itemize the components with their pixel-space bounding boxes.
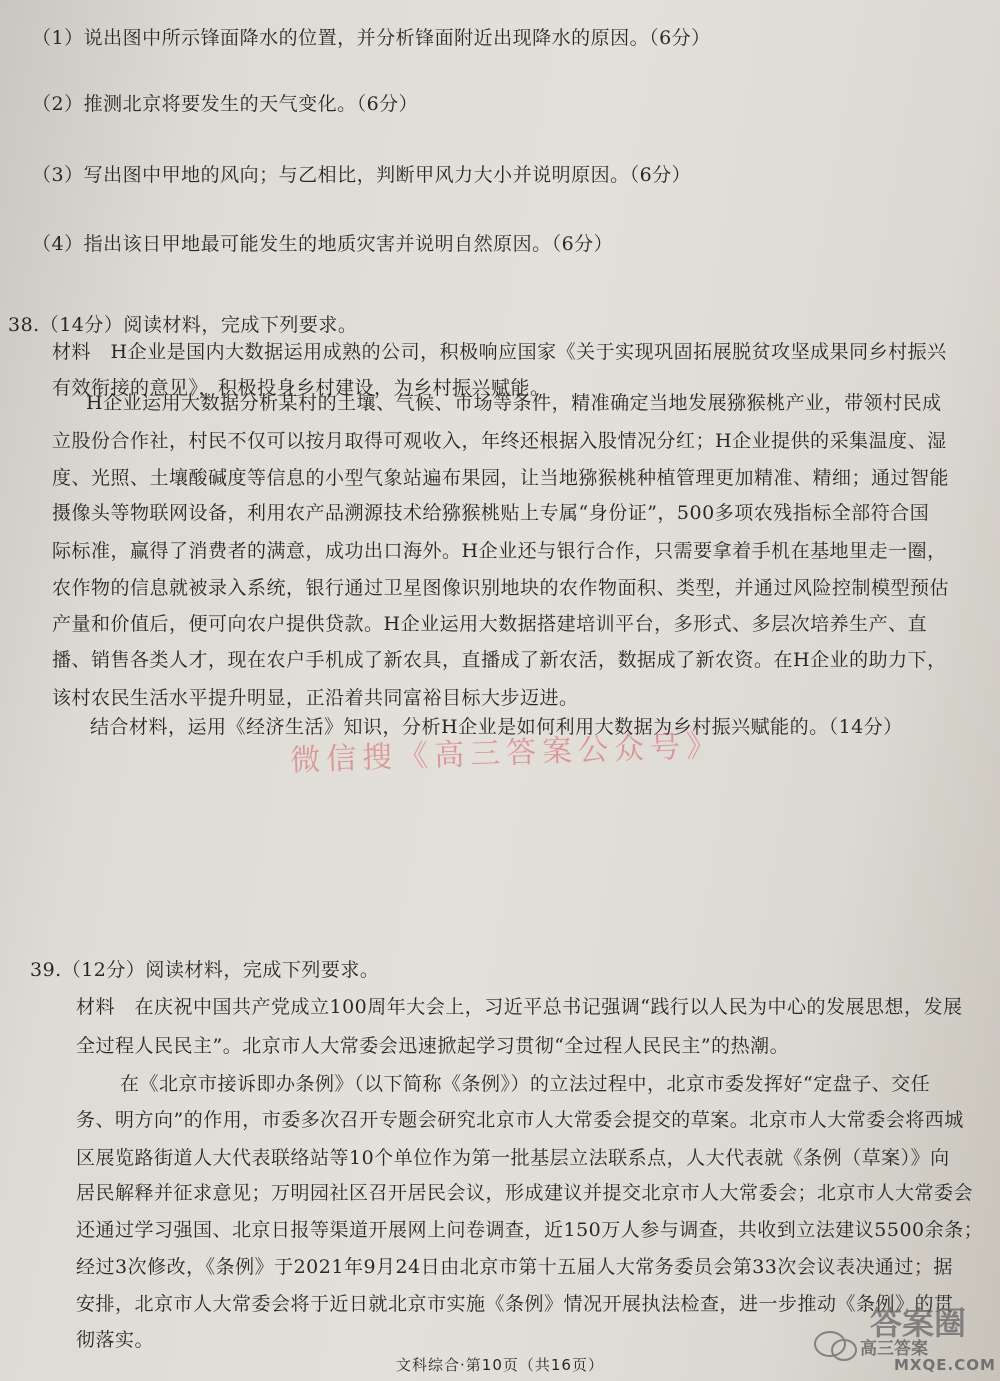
page-footer: 文科综合·第10页（共16页）: [396, 1356, 604, 1374]
q38-line: H企业运用大数据分析某村的土壤、气候、市场等条件，精准确定当地发展猕猴桃产业，带领村民成: [86, 392, 942, 414]
logo-main: 答案圈: [870, 1304, 967, 1342]
site-logo: [810, 1298, 996, 1378]
q38-line: 际标准，赢得了消费者的满意，成功出口海外。H企业还与银行合作，只需要拿着手机在基地里走一圈，: [52, 540, 947, 562]
q39-line: 彻落实。: [76, 1329, 155, 1351]
q38-line: 产量和价值后，便可向农户提供贷款。H企业运用大数据搭建培训平台，多形式、多层次培养生产、直: [52, 613, 928, 635]
subquestion-1: （1）说出图中所示锋面降水的位置，并分析锋面附近出现降水的原因。（6分）: [32, 27, 711, 49]
logo-url: MXQE.COM: [894, 1356, 996, 1374]
q39-line: 安排，北京市人大常委会将于近日就北京市实施《条例》情况开展执法检查，进一步推动《条例》的贯: [76, 1293, 954, 1315]
q39-line: 还通过学习强国、北京日报等渠道开展网上问卷调查，近150万人参与调查，共收到立法建议5500余条；: [76, 1219, 984, 1241]
q38-header: 38.（14分）阅读材料，完成下列要求。: [8, 314, 358, 336]
q38-line: 材料 H企业是国内大数据运用成熟的公司，积极响应国家《关于实现巩固拓展脱贫攻坚成果同乡村振兴: [52, 341, 947, 363]
watermark: 微信搜《高三答案公众号》: [289, 728, 723, 779]
q38-task: 结合材料，运用《经济生活》知识，分析H企业是如何利用大数据为乡村振兴赋能的。（14分）: [90, 716, 903, 738]
subquestion-2: （2）推测北京将要发生的天气变化。（6分）: [32, 93, 419, 115]
q39-line: 全过程人民民主”。北京市人大常委会迅速掀起学习贯彻“全过程人民民主”的热潮。: [76, 1035, 790, 1057]
q38-line: 摄像头等物联网设备，利用农产品溯源技术给猕猴桃贴上专属“身份证”，500多项农残指标全部符合国: [52, 502, 930, 524]
q39-header: 39.（12分）阅读材料，完成下列要求。: [30, 959, 380, 981]
q38-line: 农作物的信息就被录入系统，银行通过卫星图像识别地块的农作物面积、类型，并通过风险控制模型预估: [52, 577, 950, 599]
q38-line: 有效衔接的意见》，积极投身乡村建设，为乡村振兴赋能。: [52, 377, 550, 399]
q39-line: 务、明方向”的作用，市委多次召开专题会研究北京市人大常委会提交的草案。北京市人大常委会将西城: [76, 1109, 964, 1131]
subquestion-4: （4）指出该日甲地最可能发生的地质灾害并说明自然原因。（6分）: [32, 233, 614, 255]
q39-line: 在《北京市接诉即办条例》（以下简称《条例》）的立法过程中，北京市委发挥好“定盘子、交任: [120, 1073, 931, 1095]
q38-line: 该村农民生活水平提升明显，正沿着共同富裕目标大步迈进。: [52, 687, 579, 709]
q38-line: 立股份合作社，村民不仅可以按月取得可观收入，年终还根据入股情况分红；H企业提供的采集温度、湿: [52, 430, 947, 452]
q39-line: 材料 在庆祝中国共产党成立100周年大会上，习近平总书记强调“践行以人民为中心的发展思想，发展: [76, 996, 963, 1018]
q38-line: 度、光照、土壤酸碱度等信息的小型气象站遍布果园，让当地猕猴桃种植管理更加精准、精细；通过智能: [52, 467, 950, 489]
q38-line: 播、销售各类人才，现在农户手机成了新农具，直播成了新农活，数据成了新农资。在H企业的助力下，: [52, 649, 947, 671]
subquestion-3: （3）写出图中甲地的风向；与乙相比，判断甲风力大小并说明原因。（6分）: [32, 164, 692, 186]
q39-line: 居民解释并征求意见；万明园社区召开居民会议，形成建议并提交北京市人大常委会；北京市人大常委会: [76, 1182, 974, 1204]
logo-sub: 高三答案: [860, 1339, 928, 1359]
wechat-icon: [812, 1326, 862, 1366]
q39-line: 经过3次修改，《条例》于2021年9月24日由北京市第十五届人大常务委员会第33次会议表决通过；据: [76, 1256, 953, 1278]
q39-line: 区展览路街道人大代表联络站等10个单位作为第一批基层立法联系点，人大代表就《条例（草案）》向: [76, 1147, 950, 1169]
